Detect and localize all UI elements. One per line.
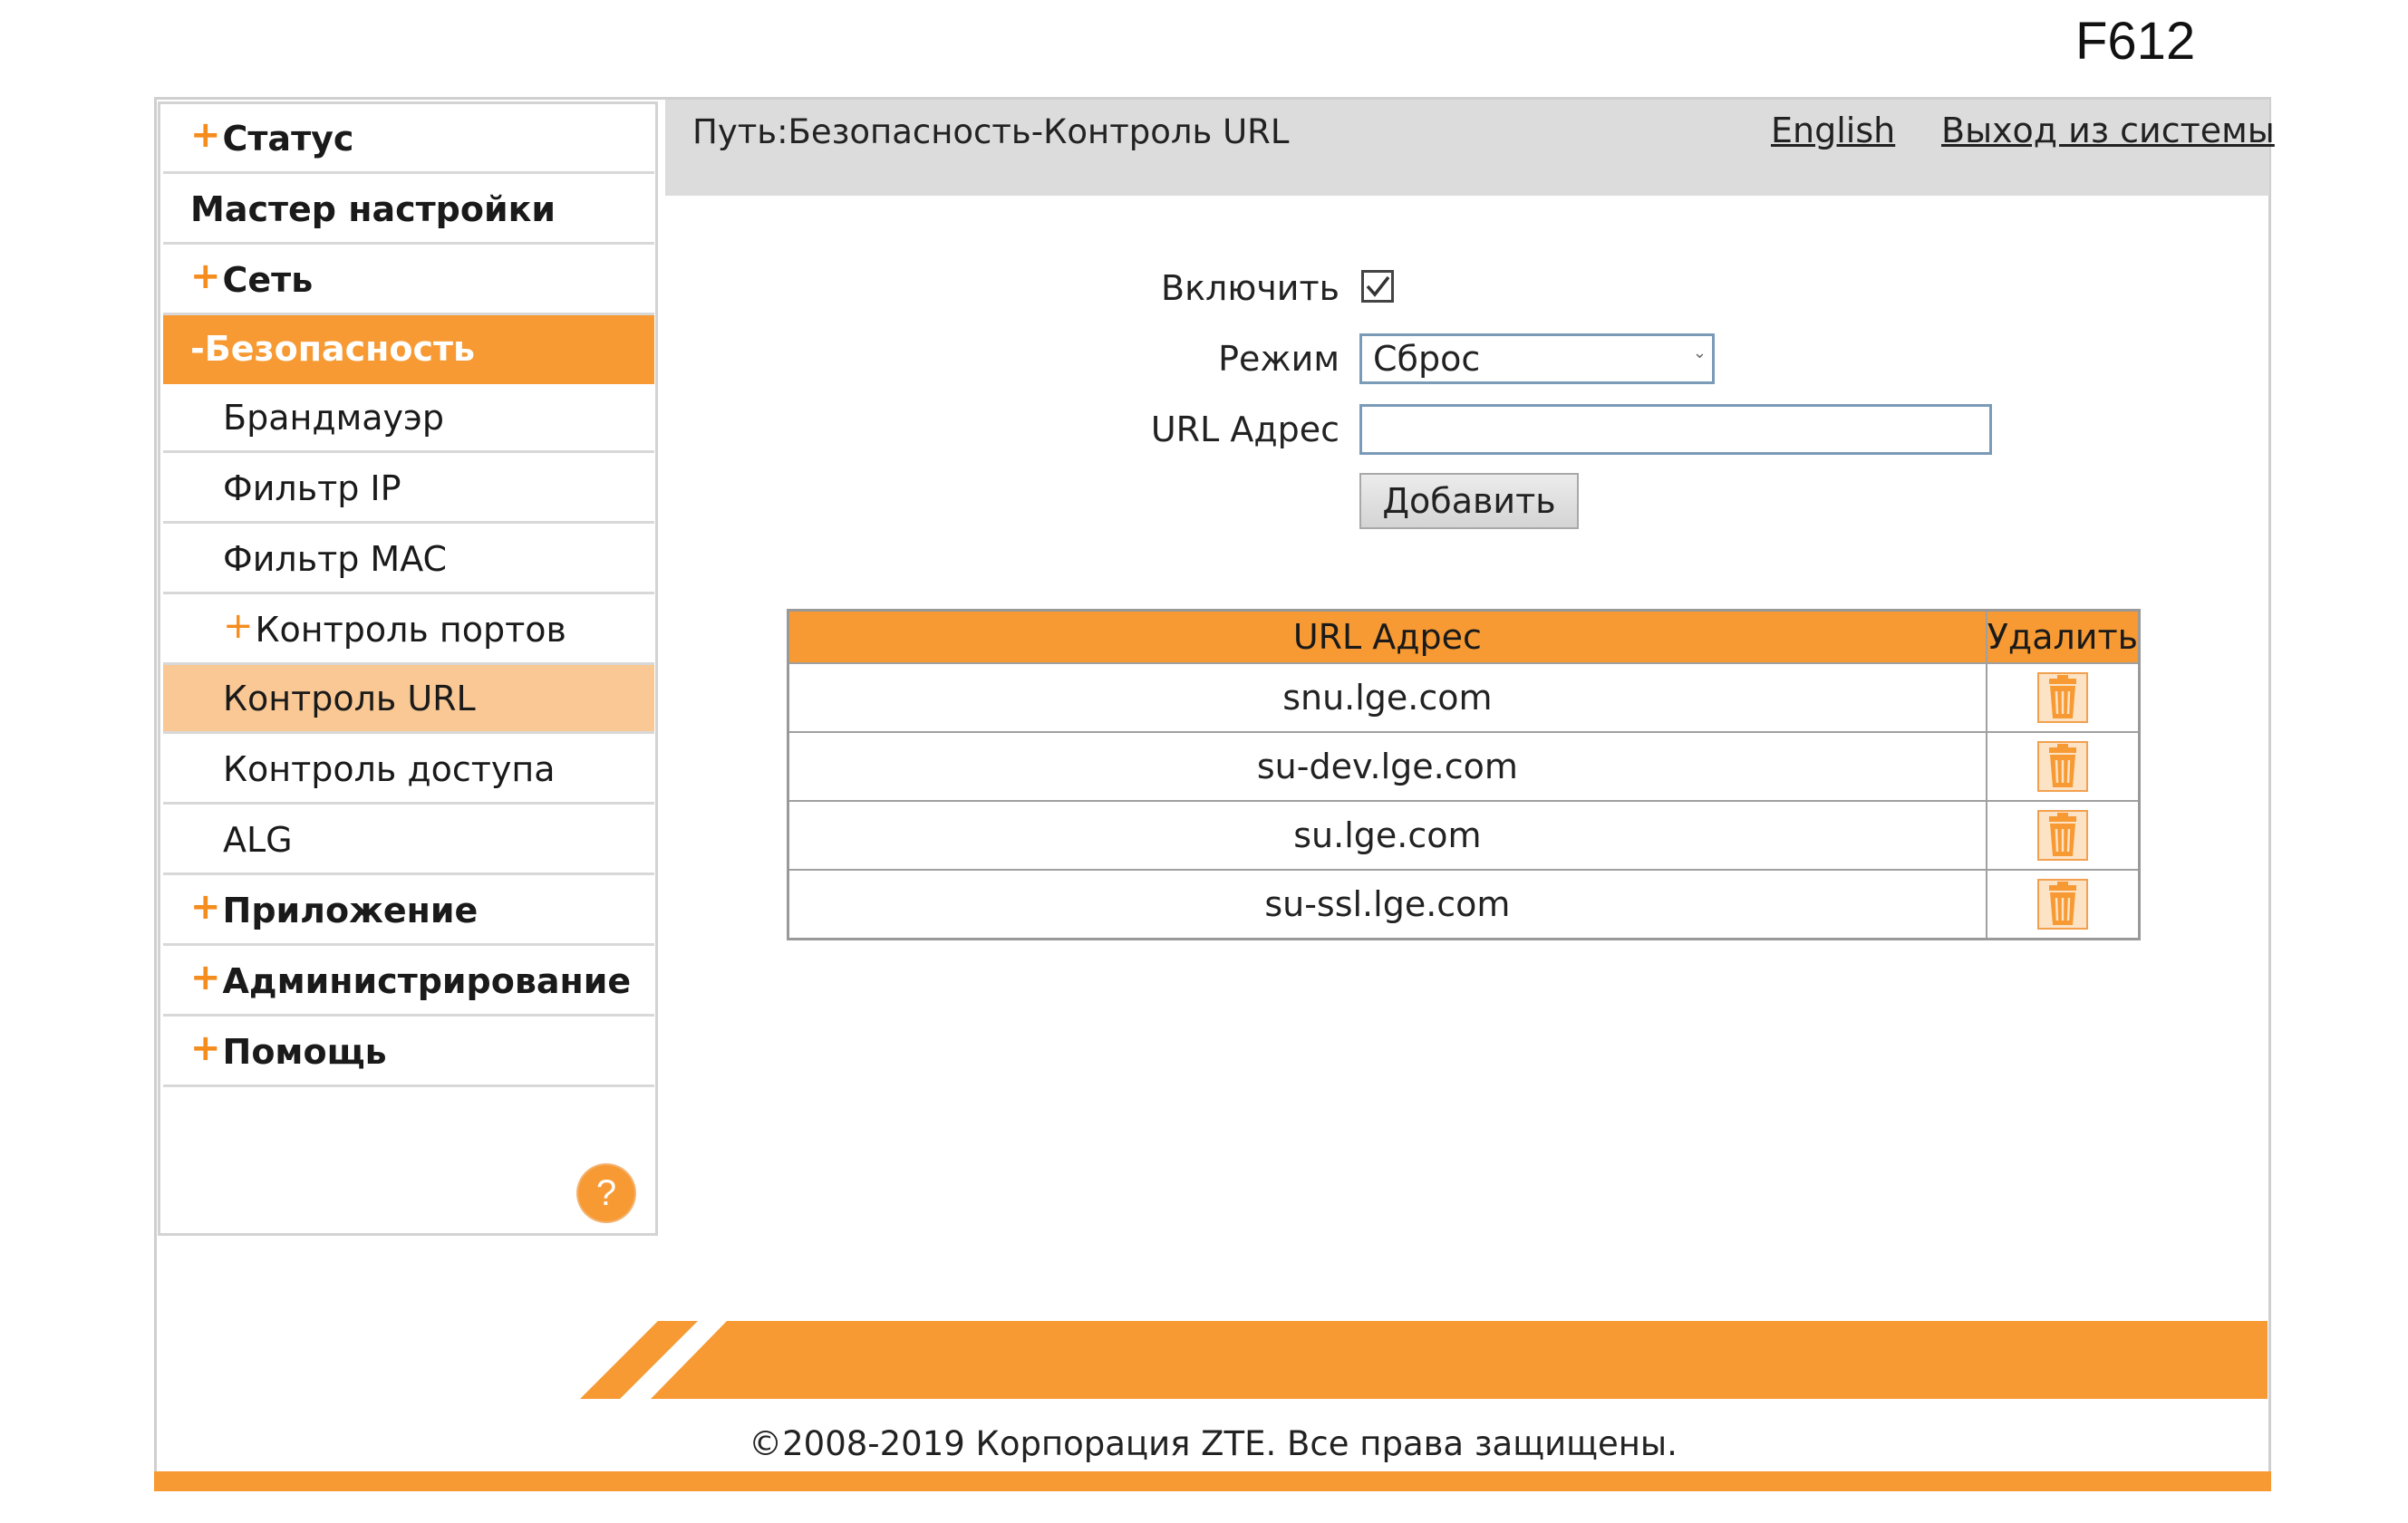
plus-icon: + bbox=[190, 113, 221, 156]
url-cell: snu.lge.com bbox=[788, 663, 1987, 732]
url-address-input[interactable] bbox=[1359, 404, 1992, 455]
table-header-row bbox=[788, 611, 2140, 664]
sidebar-item-setup-wizard[interactable] bbox=[163, 176, 654, 245]
url-cell: su-ssl.lge.com bbox=[788, 870, 1987, 940]
sidebar-item-label: Фильтр MAC bbox=[223, 538, 448, 579]
sidebar-item-application[interactable] bbox=[163, 877, 654, 946]
sidebar-item-url-control[interactable] bbox=[163, 665, 654, 734]
mode-select-value: Сброс bbox=[1373, 339, 1481, 379]
column-header-url: URL Адрес bbox=[788, 611, 1987, 664]
sidebar-item-firewall[interactable] bbox=[163, 384, 654, 453]
trash-icon[interactable] bbox=[2036, 671, 2089, 724]
delete-cell bbox=[1987, 663, 2140, 732]
mode-label: Режим bbox=[1218, 339, 1339, 379]
sidebar-item-label: -Безопасность bbox=[190, 328, 476, 369]
footer-bottom-bar bbox=[154, 1471, 2271, 1491]
plus-icon: + bbox=[223, 604, 254, 647]
sidebar-item-port-control[interactable] bbox=[163, 596, 654, 665]
sidebar-item-label: Приложение bbox=[222, 890, 479, 930]
sidebar-item-access-control[interactable] bbox=[163, 736, 654, 805]
chevron-down-icon: ⌄ bbox=[1692, 343, 1707, 362]
trash-icon[interactable] bbox=[2036, 740, 2089, 793]
trash-icon[interactable] bbox=[2036, 809, 2089, 862]
device-model-label: F612 bbox=[2075, 12, 2196, 71]
plus-icon: + bbox=[190, 885, 221, 928]
sidebar-item-network[interactable] bbox=[163, 246, 654, 315]
sidebar-item-label: Фильтр IP bbox=[223, 468, 401, 508]
trash-icon[interactable] bbox=[2036, 878, 2089, 930]
sidebar-item-label: Статус bbox=[222, 118, 354, 159]
enable-label: Включить bbox=[1161, 268, 1339, 308]
sidebar-item-label: Сеть bbox=[222, 259, 314, 300]
delete-cell bbox=[1987, 801, 2140, 870]
table-row bbox=[788, 870, 2140, 940]
table-row bbox=[788, 801, 2140, 870]
sidebar-item-label: Контроль портов bbox=[255, 609, 566, 650]
sidebar-item-status[interactable] bbox=[163, 105, 654, 174]
url-cell: su-dev.lge.com bbox=[788, 732, 1987, 801]
language-link[interactable]: English bbox=[1771, 111, 1896, 150]
help-icon[interactable]: ? bbox=[578, 1165, 634, 1221]
sidebar-item-label: Контроль доступа bbox=[223, 748, 556, 789]
sidebar-item-label: Помощь bbox=[222, 1031, 387, 1072]
table-row bbox=[788, 663, 2140, 732]
copyright-text: ©2008-2019 Корпорация ZTE. Все права защищены. bbox=[749, 1424, 1678, 1463]
sidebar-item-label: Мастер настройки bbox=[190, 188, 556, 229]
plus-icon: + bbox=[190, 956, 221, 998]
footer-decorative-band bbox=[580, 1321, 2268, 1399]
add-button[interactable]: Добавить bbox=[1359, 473, 1579, 529]
url-cell: su.lge.com bbox=[788, 801, 1987, 870]
url-table bbox=[787, 609, 2141, 940]
enable-checkbox[interactable] bbox=[1361, 270, 1394, 303]
checkmark-icon bbox=[1364, 273, 1391, 300]
plus-icon: + bbox=[190, 1027, 221, 1069]
sidebar-item-administration[interactable] bbox=[163, 948, 654, 1017]
column-header-delete: Удалить bbox=[1987, 611, 2140, 664]
sidebar-item-security[interactable] bbox=[163, 315, 654, 384]
sidebar-item-label: Брандмауэр bbox=[223, 397, 445, 438]
logout-link[interactable]: Выход из системы bbox=[1941, 111, 2275, 150]
sidebar-item-alg[interactable] bbox=[163, 806, 654, 875]
sidebar-item-label: Администрирование bbox=[222, 960, 632, 1001]
sidebar-item-label: ALG bbox=[223, 819, 293, 860]
plus-icon: + bbox=[190, 255, 221, 297]
table-row bbox=[788, 732, 2140, 801]
sidebar-item-label: Контроль URL bbox=[223, 678, 476, 718]
delete-cell bbox=[1987, 732, 2140, 801]
sidebar-item-help[interactable] bbox=[163, 1018, 654, 1087]
mode-select[interactable] bbox=[1359, 333, 1715, 384]
delete-cell bbox=[1987, 870, 2140, 940]
sidebar-item-mac-filter[interactable] bbox=[163, 525, 654, 594]
breadcrumb: Путь:Безопасность-Контроль URL bbox=[692, 112, 1290, 151]
sidebar-item-ip-filter[interactable] bbox=[163, 455, 654, 524]
url-address-label: URL Адрес bbox=[1150, 410, 1339, 449]
